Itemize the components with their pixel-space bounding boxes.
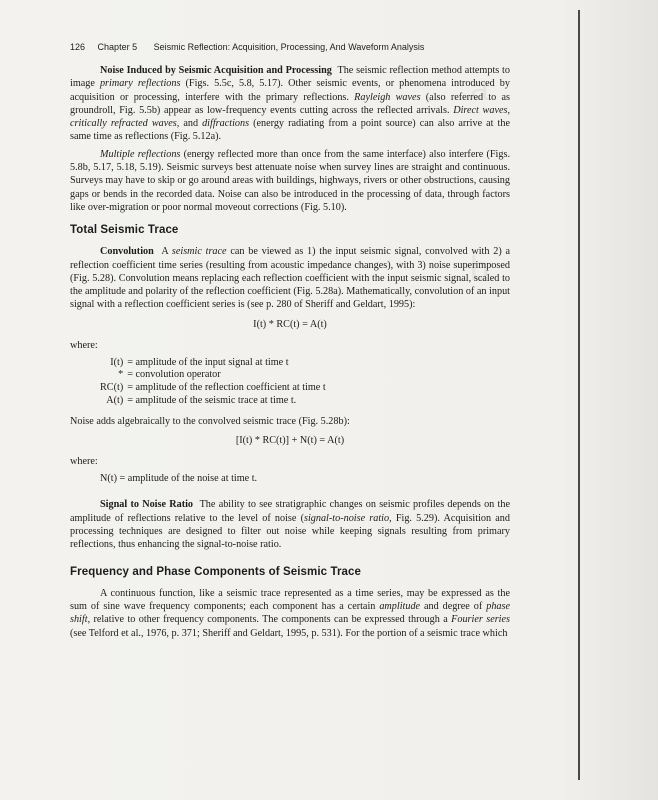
page-spine-edge	[578, 10, 580, 780]
section-heading-frequency-phase: Frequency and Phase Components of Seismic Trace	[70, 565, 362, 578]
definition-row: I(t) = amplitude of the input signal at time t	[110, 356, 289, 368]
paragraph-frequency-components: A continuous function, like a seismic trace represented as a time series, may be expressed as the sum of sine wave frequency components; each component has a certain amplitude and degree of phase shift, relative to other frequency components. The components can be expressed through a Fourier series (see Telford et al., 1976, p. 371; Sheriff and Geldart, 1995, p. 531). For the portion of a seismic trace which	[70, 587, 510, 639]
chapter-title: Seismic Reflection: Acquisition, Processing, And Waveform Analysis	[153, 42, 425, 52]
bleed-through-mark: b	[470, 250, 489, 288]
running-header	[70, 42, 500, 52]
definition-row: * = convolution operator	[118, 369, 221, 381]
equation-noise: [I(t) * RC(t)] + N(t) = A(t)	[235, 435, 345, 447]
paragraph-signal-to-noise: Signal to Noise Ratio The ability to see stratigraphic changes on seismic profiles depends on the amplitude of reflections relative to the level of noise (signal-to-noise ratio, Fig. 5.29). Acquisition and processing techniques are designed to filter out noise while keeping signals resulting from primary reflections, thus enhancing the signal-to-noise ratio.	[70, 499, 510, 551]
paragraph-convolution: Convolution A seismic trace can be viewed as 1) the input seismic signal, convolved with 2) a reflection coefficient time series (resulting from acoustic impedance changes), with 3) noise superimposed (Fig. 5.28). Convolution means replacing each reflection coefficient with the input seismic signal, scaled to the amplitude and polarity of the reflection coefficient (Fig. 5.28a). Mathematically, convolution of an input signal with a reflection coefficient series is (see p. 280 of Sheriff and Geldart, 1995):	[70, 246, 510, 311]
where-label: where:	[70, 339, 98, 351]
paragraph-noise-acquisition: Noise Induced by Seismic Acquisition and Processing The seismic reflection method attempts to image primary reflections (Figs. 5.5c, 5.8, 5.17). Other seismic events, or phenomena introduced by acquisition or processing, interfere with the primary reflections. Rayleigh waves (also referred to as groundroll, Fig. 5.5b) appear as low-frequency events cutting across the reflected arrivals. Direct waves, critically refracted waves, and diffractions (energy radiating from a point source) can also arrive at the same time as reflections (Fig. 5.12a).	[70, 65, 511, 143]
page-number: 126	[70, 42, 86, 52]
where-label: where:	[70, 456, 98, 468]
definition-row: A(t) = amplitude of the seismic trace at time t.	[106, 394, 297, 406]
definition-noise: N(t) = amplitude of the noise at time t.	[100, 473, 258, 485]
definition-row: RC(t) = amplitude of the reflection coefficient at time t	[100, 381, 326, 393]
bleed-through-mark: a	[470, 70, 489, 108]
chapter-label: Chapter 5	[97, 42, 138, 52]
paragraph-multiple-reflections: Multiple reflections (energy reflected more than once from the same interface) also interfere (Figs. 5.8b, 5.17, 5.18, 5.19). Seismic surveys best attenuate noise when survey lines are straight and continuous. Surveys may have to skip or go around areas with buildings, highways, rivers or other obstructions, causing gaps or bends in the recorded data. Noise can also be introduced in the processing of data, through factors like over-migration or poor normal moveout corrections (Fig. 5.10).	[70, 148, 510, 213]
section-heading-total-seismic-trace: Total Seismic Trace	[70, 224, 179, 237]
paragraph-noise-adds: Noise adds algebraically to the convolved seismic trace (Fig. 5.28b):	[70, 416, 350, 428]
page-body	[70, 64, 510, 640]
definitions-list	[100, 357, 326, 407]
equation-convolution: I(t) * RC(t) = A(t)	[253, 318, 327, 330]
